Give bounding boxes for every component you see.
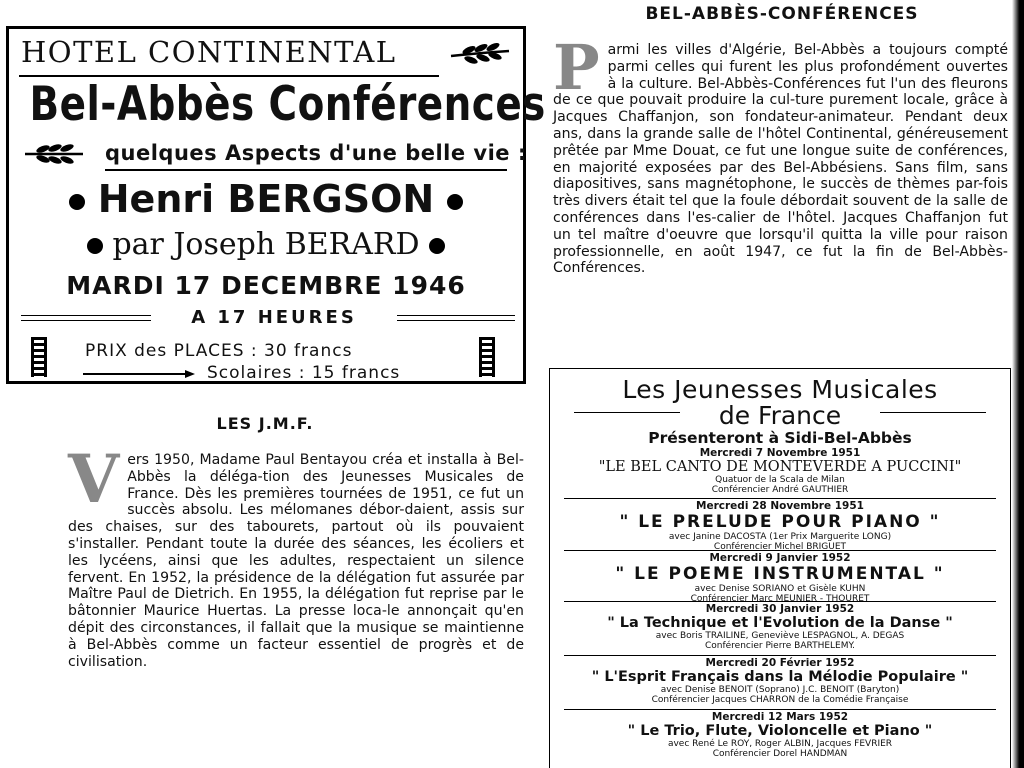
article-line: ers 1950, Madame Paul Bentayou bbox=[127, 452, 373, 468]
article-text bbox=[553, 31, 1009, 277]
bullet-icon bbox=[87, 238, 103, 254]
concert-date: Mercredi 7 Novembre 1951 bbox=[699, 447, 861, 459]
page-edge bbox=[1012, 0, 1024, 768]
divider bbox=[105, 169, 507, 171]
article-line: le bâtonnier Maurice Huertas. La presse loca- bbox=[68, 586, 524, 620]
concert-date: Mercredi 28 Novembre 1951 bbox=[696, 500, 864, 512]
article-line: calier de l'hôtel. Jacques Chaffanjon fut un tel bbox=[553, 209, 1008, 243]
article-line: France. Dès les premières tournées de 1951, ce bbox=[127, 485, 481, 502]
poster-jmf-title-2: de France bbox=[718, 401, 842, 430]
article-line: fois très divers était tel que la foule débordait bbox=[553, 176, 1008, 210]
article-line: et de civilisation. bbox=[68, 636, 524, 670]
article-line: conférences, en majorité exposées par des bbox=[553, 142, 1008, 176]
article-line: ture purement locale, grâce à Jacques bbox=[553, 92, 1008, 126]
article-line: toute la durée des séances, les écoliers et les bbox=[68, 535, 524, 569]
poster-hotel-name: HOTEL CONTINENTAL bbox=[21, 35, 397, 69]
article-line: armi les villes d'Algérie, Bel-Abbès a bbox=[607, 42, 890, 58]
divider bbox=[21, 315, 151, 321]
concert-4 bbox=[550, 603, 1010, 651]
divider bbox=[397, 315, 515, 321]
poster-price-students: Scolaires : 15 francs bbox=[207, 363, 401, 383]
concert-date: Mercredi 20 Février 1952 bbox=[705, 657, 855, 669]
concert-performers: avec Boris TRAILINE, Geneviève LESPAGNOL, A. DEGAS bbox=[655, 631, 905, 641]
article-line: pour raison professionnelle, en août 1947, ce bbox=[553, 226, 1008, 260]
article-line: fut un succès absolu. Les mélomanes débor- bbox=[127, 485, 524, 519]
concert-title: " Le Trio, Flute, Violoncelle et Piano " bbox=[627, 723, 933, 739]
article-line: toujours compté parmi celles qui bbox=[607, 42, 1009, 75]
divider bbox=[880, 412, 986, 413]
concert-title: " LE PRELUDE POUR PIANO " bbox=[619, 512, 941, 532]
laurel-ornament-icon bbox=[449, 43, 511, 65]
concert-1 bbox=[550, 447, 1010, 495]
article-line: à la culture. Bel-Abbès-Conférences fut l'un bbox=[607, 75, 922, 92]
article-line: Bel-Abbésiens. Sans film, sans diapositives, bbox=[553, 159, 1008, 193]
concert-performers: avec Denise SORIANO et Gisèle KUHN bbox=[694, 584, 866, 594]
poster-speaker bbox=[9, 177, 523, 221]
poster-author bbox=[9, 227, 523, 262]
laurel-ornament-icon bbox=[23, 143, 85, 165]
concert-performers: Quatuor de la Scala de Milan bbox=[715, 475, 845, 485]
article-line: lycéens, ainsi que les adultes, respectaient un bbox=[98, 552, 475, 569]
concert-title: " La Technique et l'Evolution de la Danse " bbox=[607, 615, 953, 631]
divider bbox=[564, 601, 996, 602]
article-text bbox=[68, 440, 525, 670]
article-line: fut la fin de Bel-Abbès-Conférences. bbox=[553, 243, 1009, 277]
article-line: daient, assis sur des chaises, sur des tabourets, bbox=[68, 502, 524, 536]
poster-jmf-title: Les Jeunesses Musicales bbox=[622, 375, 938, 404]
concert-performers: avec Janine DACOSTA (1er Prix Marguerite LONG) bbox=[668, 532, 892, 542]
concert-title: " L'Esprit Français dans la Mélodie Populaire " bbox=[591, 669, 969, 685]
article-line: furent les plus profondément ouvertes bbox=[729, 58, 1008, 75]
concert-5 bbox=[550, 657, 1010, 705]
article-line: maître d'oeuvre que lorsqu'il quitta la ville bbox=[603, 226, 926, 243]
divider bbox=[564, 550, 996, 551]
concert-date: Mercredi 9 Janvier 1952 bbox=[709, 552, 851, 564]
concert-title: " LE POEME INSTRUMENTAL " bbox=[615, 564, 945, 584]
article-line: Abbès comme un facteur essentiel de progrès bbox=[113, 636, 483, 653]
divider bbox=[564, 498, 996, 499]
concert-date: Mercredi 12 Mars 1952 bbox=[711, 711, 849, 723]
concert-6 bbox=[550, 711, 1010, 759]
poster-date: MARDI 17 DECEMBRE 1946 bbox=[66, 271, 466, 300]
article-line: partout où ils pouvaient s'installer. Pendant bbox=[68, 519, 524, 552]
article-line: Pendant deux ans, dans la grande salle de bbox=[553, 109, 1009, 142]
concert-lecturer: Conférencier Jacques CHARRON de la Comédie Française bbox=[651, 695, 909, 705]
concert-date: Mercredi 30 Janvier 1952 bbox=[705, 603, 855, 615]
bullet-icon bbox=[69, 194, 85, 210]
article-line: des fleurons de ce que pouvait produire la cul- bbox=[553, 75, 1008, 109]
article-line: silence fervent. En 1952, la présidence de la bbox=[68, 552, 524, 586]
article-line: le annonçait qu'en dépit des circonstances, il bbox=[68, 603, 524, 636]
divider bbox=[564, 655, 996, 656]
article-body-jmf bbox=[68, 440, 525, 670]
concert-performers: avec René Le ROY, Roger ALBIN, Jacques FEVRIER bbox=[667, 739, 893, 749]
dropcap: V bbox=[68, 440, 120, 518]
poster-time: A 17 HEURES bbox=[191, 307, 357, 328]
bullet-icon bbox=[429, 238, 445, 254]
concert-performers: avec Denise BENOIT (Soprano) J.C. BENOIT (Baryton) bbox=[660, 685, 900, 695]
hotel-continental-poster bbox=[6, 26, 546, 384]
concert-lecturer: Conférencier Dorel HANDMAN bbox=[712, 749, 848, 759]
article-line: tion des Jeunesses Musicales de bbox=[262, 468, 524, 485]
poster-subtitle: quelques Aspects d'une belle vie : bbox=[105, 141, 527, 165]
article-line: par Mme Douat, ce fut une longue suite de bbox=[604, 142, 918, 159]
jmf-poster bbox=[549, 368, 1011, 768]
dropcap: P bbox=[553, 31, 600, 104]
article-line: l'hôtel Continental, généreusement prêtée bbox=[553, 125, 1008, 159]
article-body-bel-abbes bbox=[553, 31, 1009, 277]
author-name: par Joseph BERARD bbox=[112, 227, 420, 262]
article-line: délégation fut assurée par Maître Paul de bbox=[68, 569, 524, 603]
concert-lecturer: Conférencier Marc MEUNIER - THOURET bbox=[690, 594, 870, 604]
concert-title: "LE BEL CANTO DE MONTEVERDE A PUCCINI" bbox=[598, 459, 962, 475]
poster-price-places: PRIX des PLACES : 30 francs bbox=[85, 341, 353, 361]
poster-jmf-presents: Présenteront à Sidi-Bel-Abbès bbox=[648, 429, 912, 447]
concert-lecturer: Conférencier Michel BRIGUET bbox=[713, 542, 847, 552]
concert-2 bbox=[550, 500, 1010, 552]
article-line: fallait que la musique se maintienne à Bel- bbox=[68, 619, 525, 653]
article-line: souvent de la salle de conférences dans l'es- bbox=[553, 193, 1008, 226]
article-line: Dietrich. En 1955, la délégation fut reprise par bbox=[174, 586, 512, 603]
article-line: créa et installa à Bel-Abbès la déléga- bbox=[127, 452, 524, 485]
article-heading-bel-abbes: BEL-ABBÈS-CONFÉRENCES bbox=[645, 4, 919, 24]
article-line: sans magnétophone, le succès de thèmes par- bbox=[647, 176, 984, 193]
bullet-icon bbox=[447, 194, 463, 210]
ladder-ornament-icon bbox=[31, 337, 47, 377]
article-line: Chaffanjon, son fondateur-animateur. bbox=[618, 109, 905, 126]
speaker-name: Henri BERGSON bbox=[97, 177, 435, 221]
arrow-right-icon bbox=[81, 369, 197, 379]
article-heading-jmf: LES J.M.F. bbox=[216, 414, 314, 433]
concert-lecturer: Conférencier Pierre BARTHELEMY. bbox=[704, 641, 856, 651]
divider bbox=[564, 709, 996, 710]
poster-title: Bel-Abbès Conférences bbox=[29, 77, 546, 132]
concert-lecturer: Conférencier André GAUTHIER bbox=[711, 485, 849, 495]
concert-3 bbox=[550, 552, 1010, 604]
